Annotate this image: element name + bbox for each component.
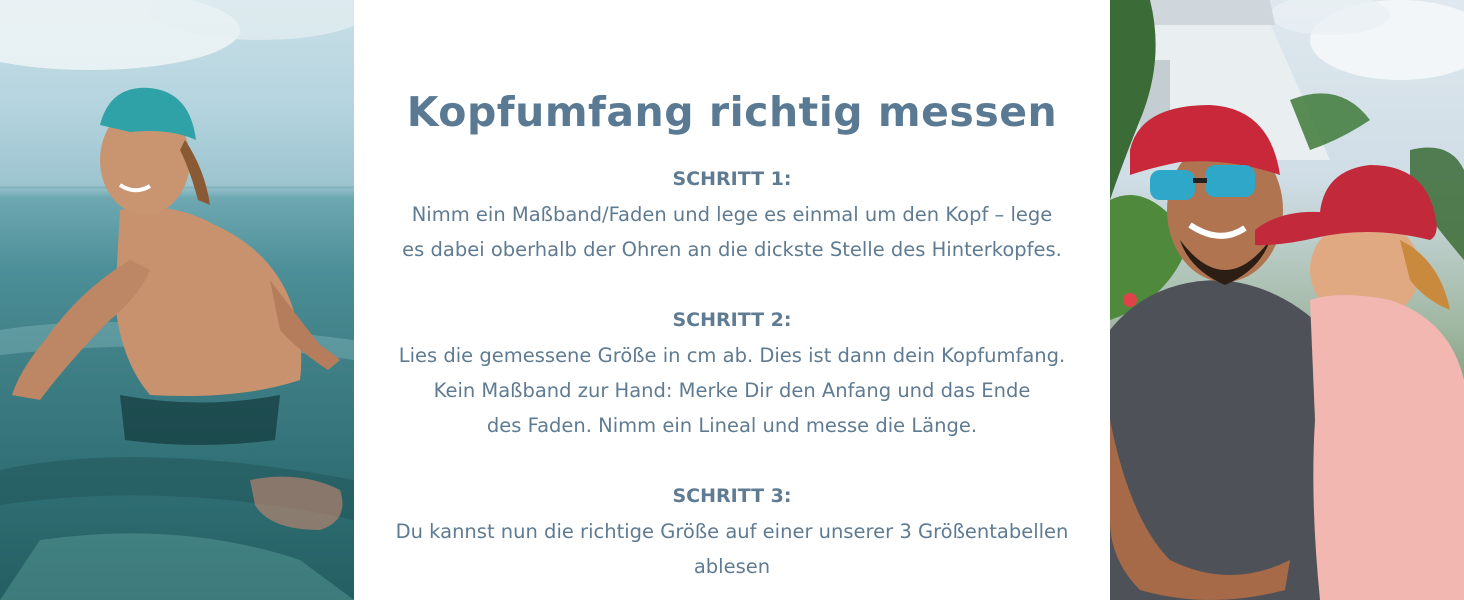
step-2-line-3: des Faden. Nimm ein Lineal und messe die Länge.	[486, 414, 978, 437]
step-1-line-1: Nimm ein Maßband/Faden und lege es einmal um den Kopf – lege	[411, 203, 1053, 226]
photo-father-and-child	[1110, 0, 1464, 600]
page-title: Kopfumfang richtig messen	[406, 88, 1058, 136]
step-3-line-1: Du kannst nun die richtige Größe auf einer unserer 3 Größentabellen	[395, 520, 1069, 543]
step-3-heading: SCHRITT 3:	[672, 485, 792, 507]
photo-man-in-ocean	[0, 0, 354, 600]
step-3-line-2: ablesen	[693, 555, 771, 578]
step-1-heading: SCHRITT 1:	[672, 168, 792, 190]
step-2-heading: SCHRITT 2:	[672, 309, 792, 331]
ocean-photo-illustration	[0, 0, 354, 600]
instructions-panel	[354, 0, 1110, 600]
step-2-line-2: Kein Maßband zur Hand: Merke Dir den Anfang und das Ende	[433, 379, 1031, 402]
father-child-photo-illustration	[1110, 0, 1464, 600]
step-2-line-1: Lies die gemessene Größe in cm ab. Dies ist dann dein Kopfumfang.	[398, 344, 1066, 367]
step-1-line-2: es dabei oberhalb der Ohren an die dickste Stelle des Hinterkopfes.	[402, 238, 1062, 261]
